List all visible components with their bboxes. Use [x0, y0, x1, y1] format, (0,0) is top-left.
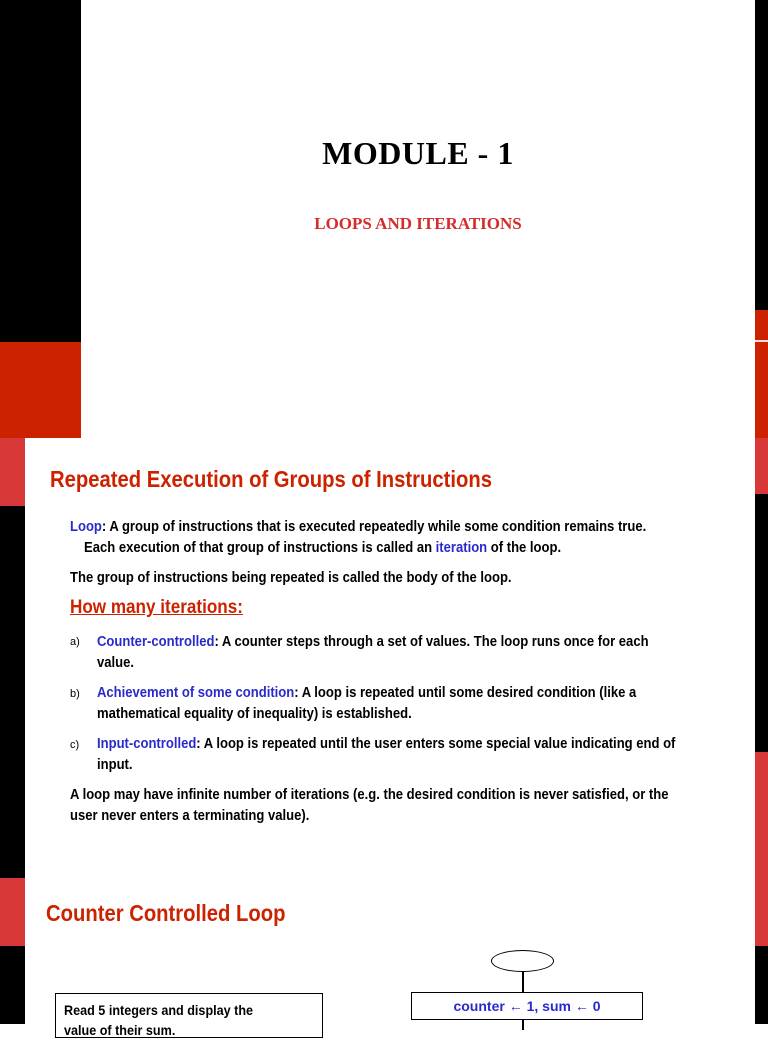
slide1-right-accent	[755, 310, 768, 438]
slide3-right-accent	[755, 878, 768, 946]
slide3-left-accent	[0, 878, 25, 946]
flowchart-connector	[522, 972, 524, 992]
infinite-line2: user never enters a terminating value).	[70, 808, 310, 824]
slide1-left-accent	[0, 342, 81, 438]
how-many-heading: How many iterations:	[70, 597, 243, 618]
slide1-right-bar	[755, 0, 768, 310]
task-line1: Read 5 integers and display the	[64, 1002, 254, 1018]
loop-definition-line1	[70, 516, 646, 538]
module-subtitle: LOOPS AND ITERATIONS	[314, 214, 522, 233]
loop-def-text-2a: Each execution of that group of instructions is called an	[84, 540, 436, 556]
task-line2: value of their sum.	[64, 1022, 176, 1038]
item-c-line2: input.	[97, 757, 133, 773]
iteration-term: iteration	[435, 540, 488, 556]
slide3-heading: Counter Controlled Loop	[46, 900, 286, 926]
item-a-text: : A counter steps through a set of values. The loop runs once for each	[214, 634, 649, 650]
body-definition: The group of instructions being repeated is called the body of the loop.	[70, 570, 512, 586]
item-a-marker: a)	[70, 636, 80, 648]
item-a-line2: value.	[97, 655, 134, 671]
item-b-text: : A loop is repeated until some desired condition (like a	[294, 685, 637, 701]
flowchart-init-box	[411, 992, 643, 1020]
slide2-right-accent-top	[755, 438, 768, 494]
loop-term: Loop	[70, 519, 102, 535]
loop-def-text-2b: of the loop.	[487, 540, 562, 556]
infinite-line1: A loop may have infinite number of iterations (e.g. the desired condition is never satisfied, or the	[70, 787, 669, 803]
item-c-text: : A loop is repeated until the user enters some special value indicating end of	[196, 736, 676, 752]
item-b-line2: mathematical equality of inequality) is established.	[97, 706, 412, 722]
flowchart-start-oval	[491, 950, 554, 972]
slide1-left-bar	[0, 0, 81, 342]
item-c-marker: c)	[70, 739, 80, 751]
item-a-term: Counter-controlled	[97, 634, 215, 650]
flowchart-init-text: counter ← 1, sum ← 0	[453, 998, 601, 1014]
item-b-term: Achievement of some condition	[97, 685, 295, 701]
slide1-right-divider	[755, 340, 768, 342]
slide2-right-accent-bottom	[755, 752, 768, 878]
item-a-line1	[97, 631, 649, 653]
slide2-heading: Repeated Execution of Groups of Instructions	[50, 466, 492, 492]
flowchart-connector-down	[522, 1020, 524, 1030]
loop-def-text-1: : A group of instructions that is executed repeatedly while some condition remains true.	[101, 519, 647, 535]
item-c-line1	[97, 733, 675, 755]
item-b-line1	[97, 682, 636, 704]
item-b-marker: b)	[70, 688, 80, 700]
task-box	[55, 993, 323, 1038]
module-title: MODULE - 1	[322, 135, 514, 171]
slide2-left-accent	[0, 438, 25, 506]
loop-definition-line2	[84, 537, 561, 559]
item-c-term: Input-controlled	[97, 736, 197, 752]
